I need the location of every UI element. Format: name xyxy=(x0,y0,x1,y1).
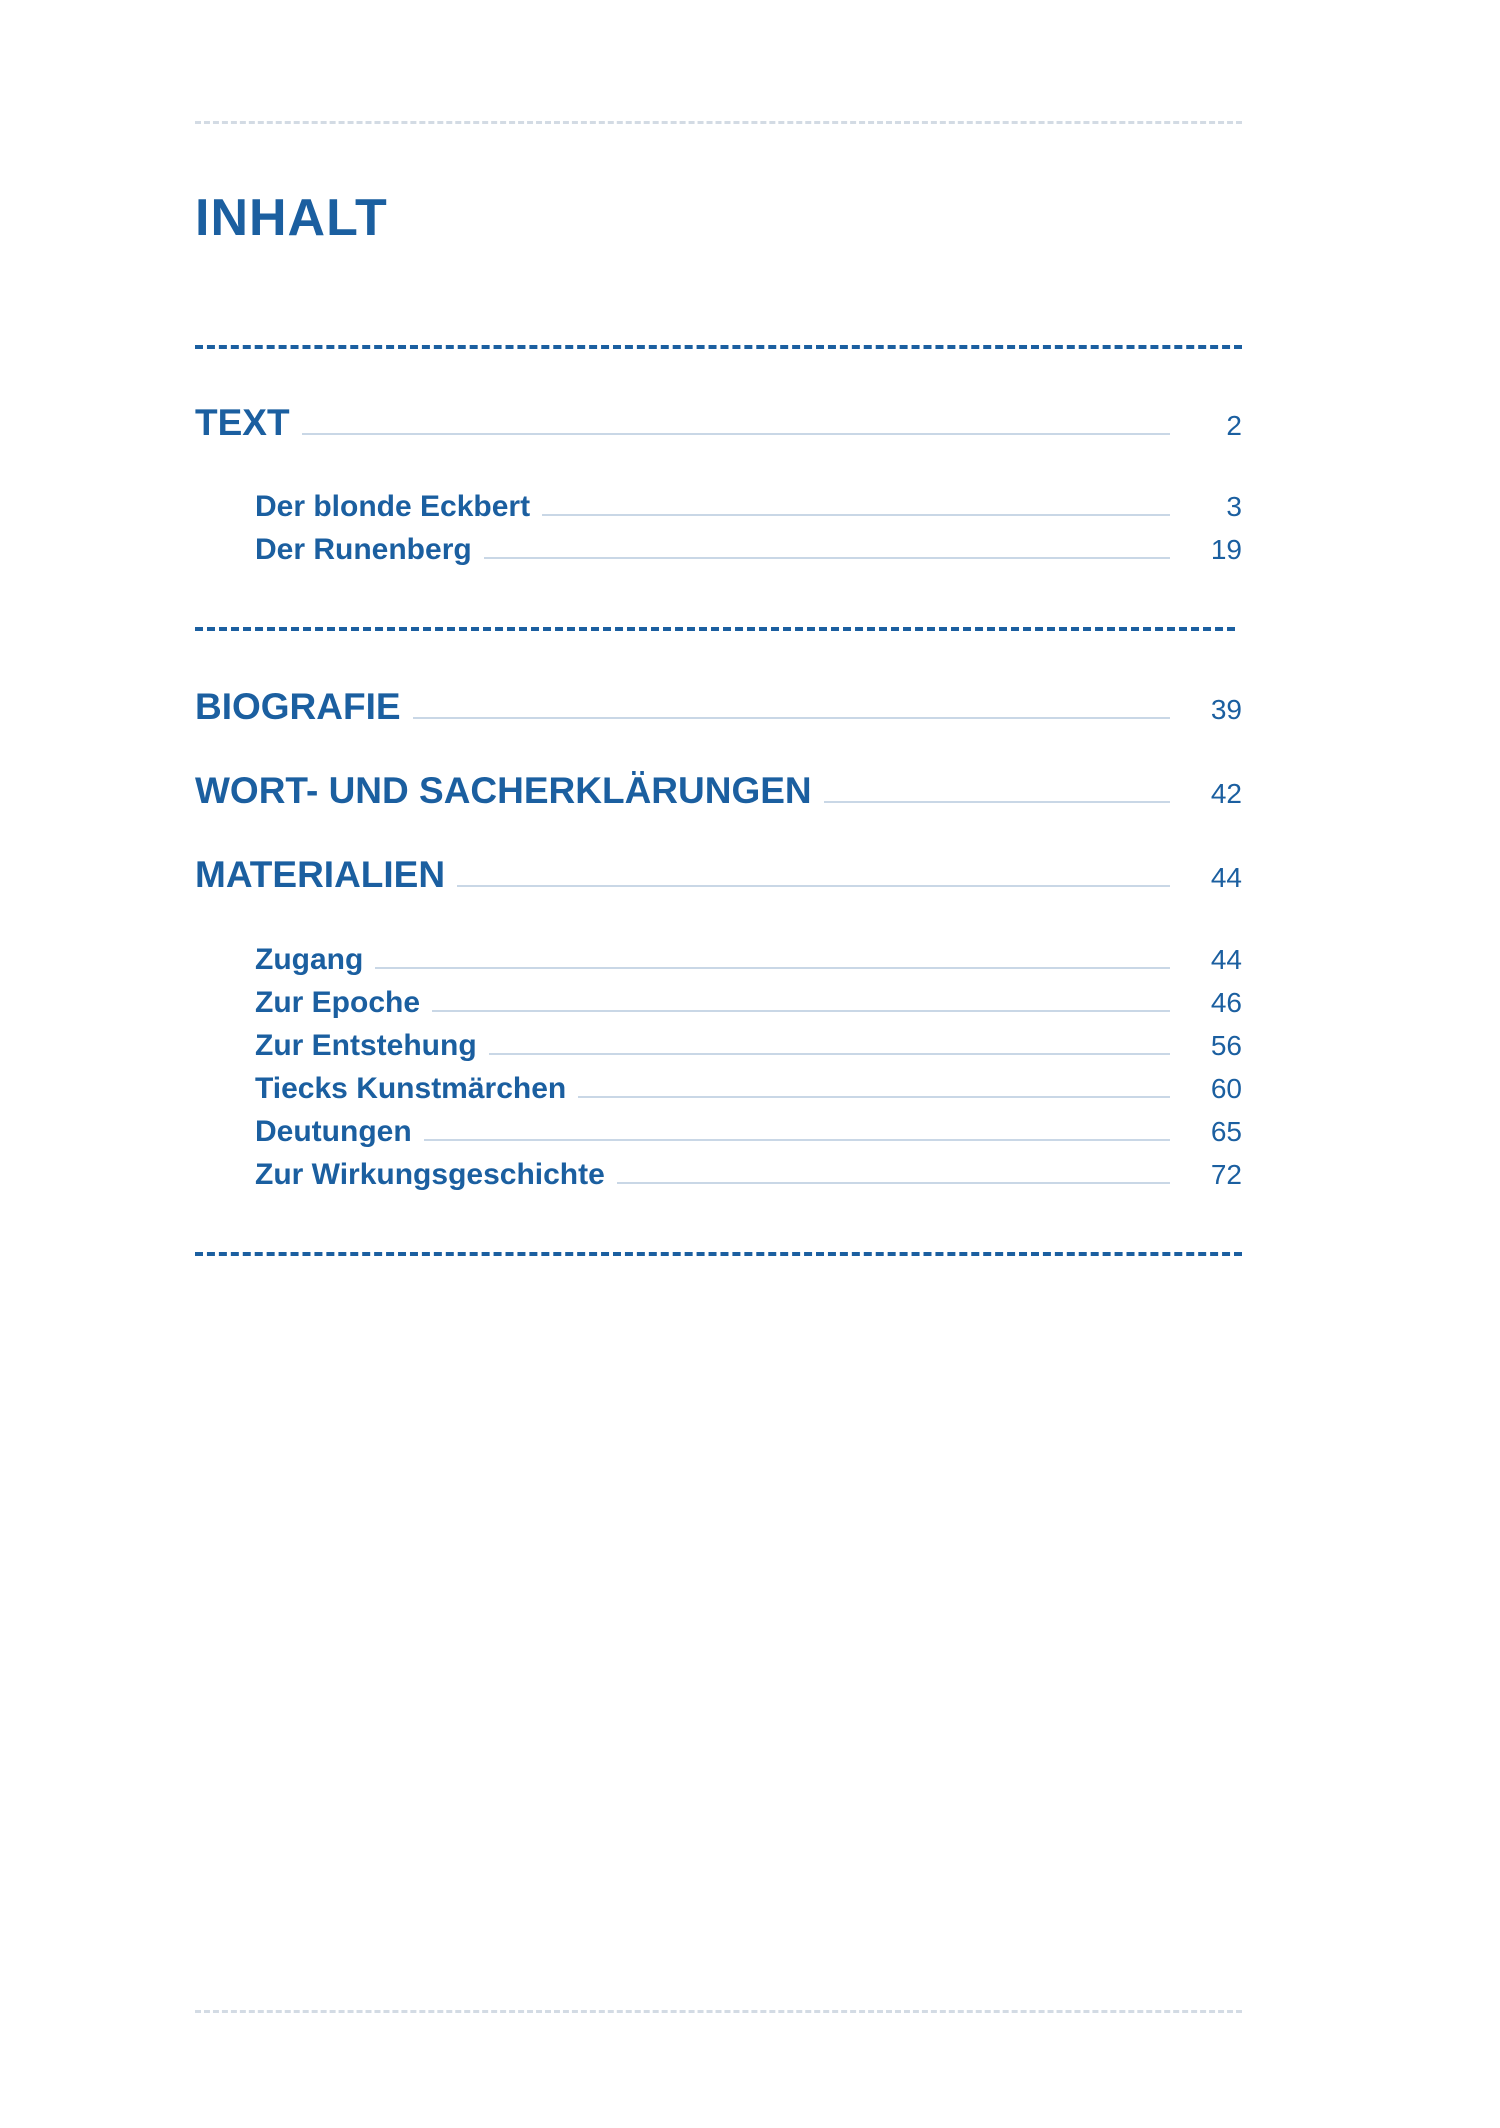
toc-entry-der-runenberg[interactable] xyxy=(255,533,1242,579)
toc-page-number: 72 xyxy=(1210,1159,1242,1190)
toc-leader-line xyxy=(375,966,1170,969)
toc-entry-materialien[interactable] xyxy=(195,854,1242,900)
toc-leader-line xyxy=(578,1095,1170,1098)
toc-leader-line xyxy=(432,1009,1170,1012)
toc-entry-zur-wirkungsgeschichte[interactable] xyxy=(255,1158,1242,1204)
toc-entry-label: Tiecks Kunstmärchen xyxy=(255,1072,567,1105)
toc-page-number: 42 xyxy=(1210,778,1242,809)
toc-leader-line xyxy=(424,1138,1170,1141)
toc-leader-line xyxy=(302,432,1170,435)
toc-page-number: 56 xyxy=(1210,1030,1242,1061)
toc-leader-line xyxy=(457,884,1170,887)
section-divider xyxy=(195,1252,1242,1256)
toc-leader-line xyxy=(484,556,1170,559)
toc-entry-zur-epoche[interactable] xyxy=(255,986,1242,1032)
toc-page-number: 39 xyxy=(1210,694,1242,725)
toc-entry-wort-und-sacherklaerungen[interactable] xyxy=(195,770,1242,816)
toc-entry-zur-entstehung[interactable] xyxy=(255,1029,1242,1075)
toc-entry-zugang[interactable] xyxy=(255,943,1242,989)
toc-entry-deutungen[interactable] xyxy=(255,1115,1242,1161)
toc-entry-der-blonde-eckbert[interactable] xyxy=(255,490,1242,536)
toc-page-number: 65 xyxy=(1210,1116,1242,1147)
toc-entry-label: Zur Entstehung xyxy=(255,1029,477,1062)
toc-entry-label: Zur Epoche xyxy=(255,986,421,1019)
page-title: INHALT xyxy=(195,189,388,247)
toc-page-number: 19 xyxy=(1210,534,1242,565)
top-divider xyxy=(195,121,1242,124)
toc-entry-label: TEXT xyxy=(195,402,290,443)
toc-entry-text[interactable] xyxy=(195,402,1242,448)
toc-entry-label: MATERIALIEN xyxy=(195,854,446,895)
toc-leader-line xyxy=(824,800,1170,803)
toc-entry-label: Zur Wirkungsgeschichte xyxy=(255,1158,605,1191)
toc-leader-line xyxy=(489,1052,1170,1055)
toc-page-number: 44 xyxy=(1210,944,1242,975)
section-divider xyxy=(195,345,1242,349)
toc-entry-label: Deutungen xyxy=(255,1115,412,1148)
toc-entry-tiecks-kunstmaerchen[interactable] xyxy=(255,1072,1242,1118)
toc-page-number: 60 xyxy=(1210,1073,1242,1104)
toc-leader-line xyxy=(617,1181,1170,1184)
toc-page-number: 3 xyxy=(1226,491,1242,522)
toc-entry-biografie[interactable] xyxy=(195,686,1242,732)
toc-entry-label: BIOGRAFIE xyxy=(195,686,401,727)
bottom-divider xyxy=(195,2010,1242,2013)
toc-leader-line xyxy=(542,513,1170,516)
toc-entry-label: Zugang xyxy=(255,943,364,976)
toc-page-number: 44 xyxy=(1210,862,1242,893)
toc-entry-label: Der Runenberg xyxy=(255,533,472,566)
toc-leader-line xyxy=(413,716,1170,719)
toc-entry-label: WORT- UND SACHERKLÄRUNGEN xyxy=(195,770,812,811)
toc-page-number: 2 xyxy=(1226,410,1242,441)
toc-page-number: 46 xyxy=(1210,987,1242,1018)
section-divider xyxy=(195,627,1235,631)
toc-entry-label: Der blonde Eckbert xyxy=(255,490,531,523)
